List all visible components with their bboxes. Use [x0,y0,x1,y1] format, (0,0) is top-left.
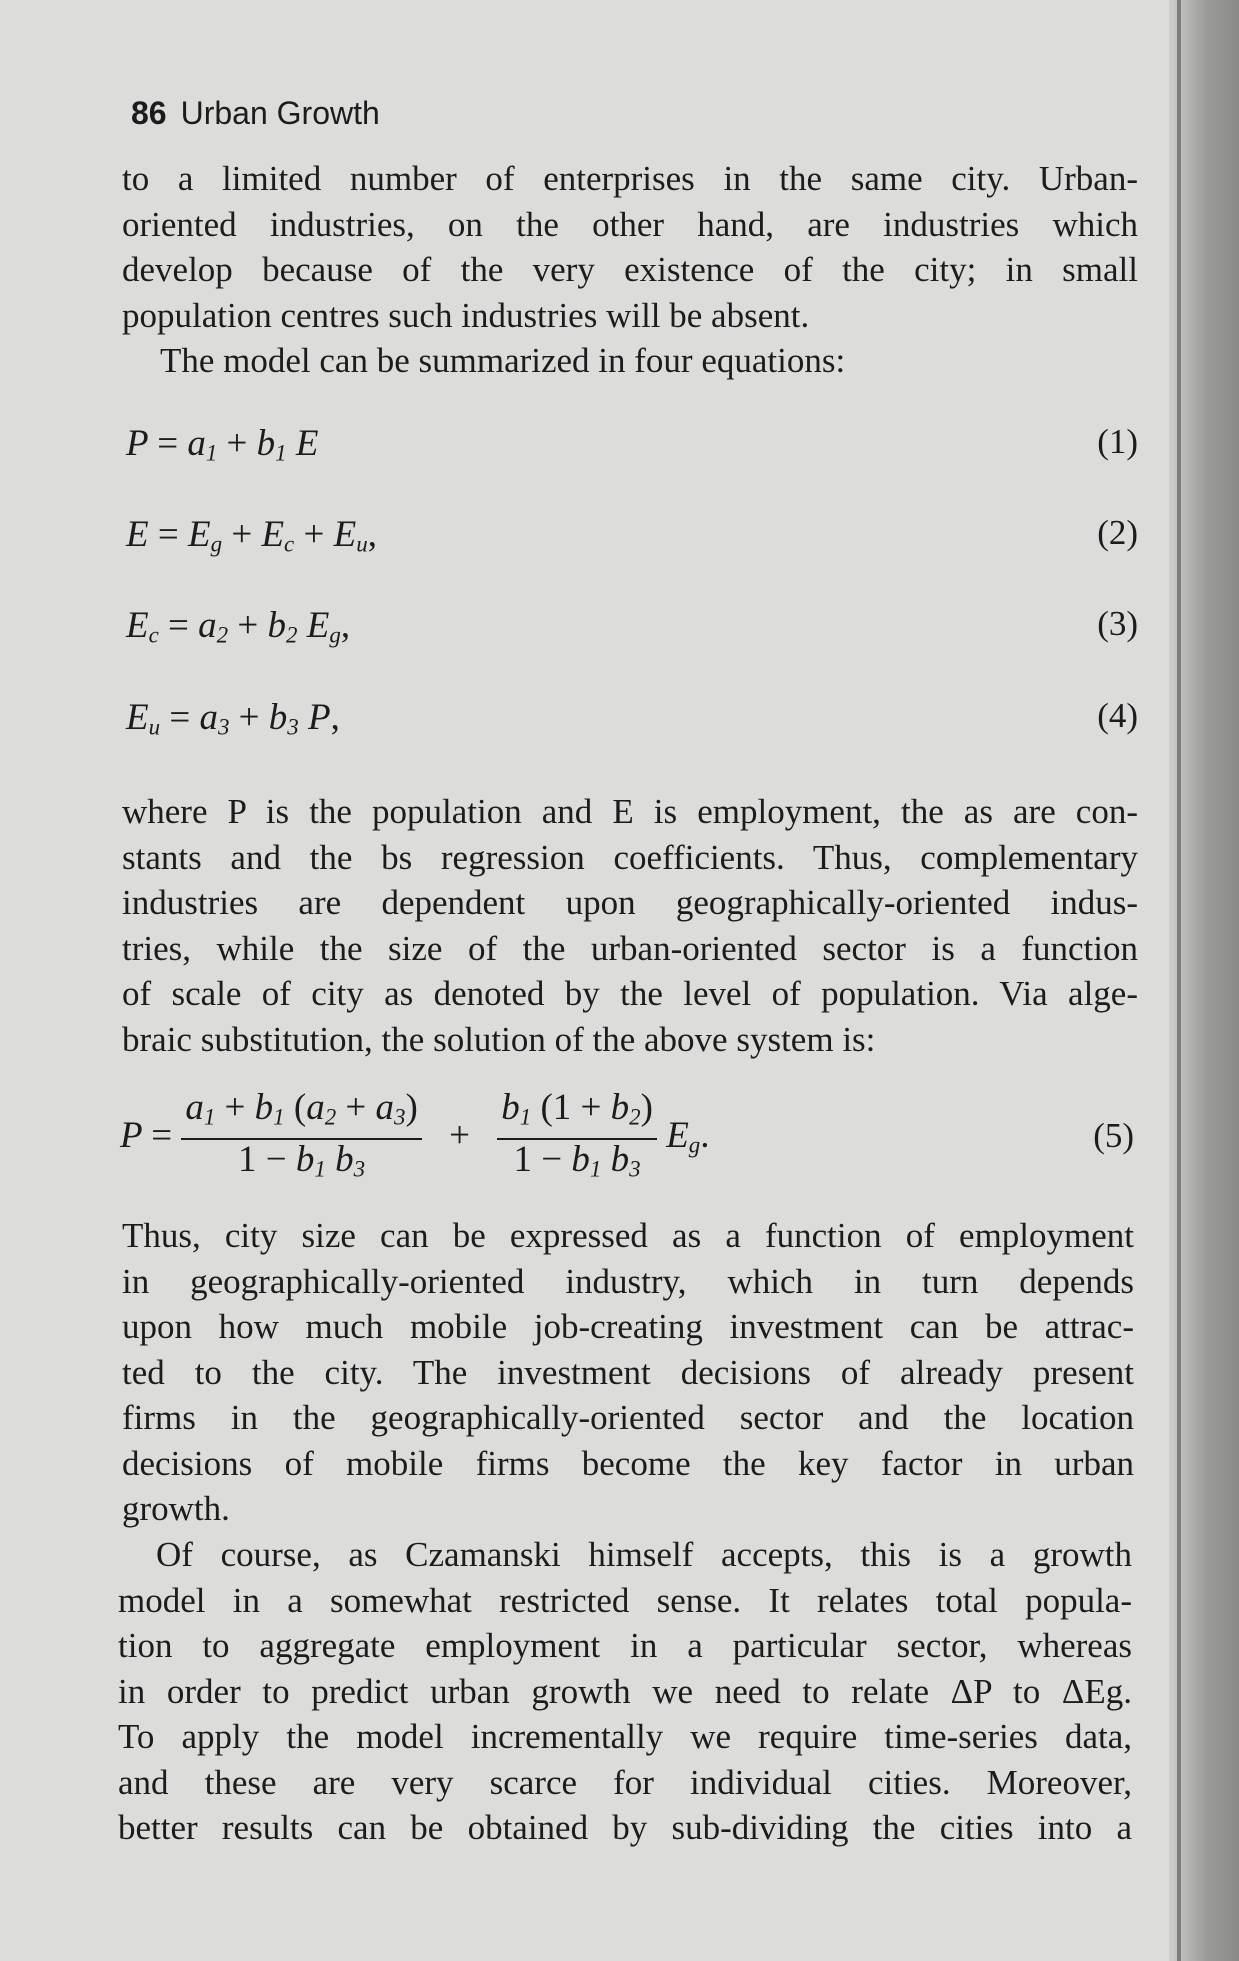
page-edge [1177,0,1181,1961]
equation-3-number: (3) [1097,604,1138,643]
text-line: in geographically-oriented industry, which in turn depends [122,1261,1134,1301]
paragraph-4 [122,1213,1134,1532]
text-line: ted to the city. The investment decisions of already present [122,1352,1134,1392]
equation-5-expression: P = $\frac{a_1 + b_1 (a_2 + a_3)}{1 - b_1 b_3}$ + $\frac{b_1 (1 + b_2)}{1 - b_1 b_3}$ $E_g$. [120,1115,710,1156]
text-line: model in a somewhat restricted sense. It relates total popula- [118,1580,1132,1620]
equation-2-number: (2) [1097,513,1138,552]
text-line: The model can be summarized in four equations: [160,341,846,380]
text-line: Thus, city size can be expressed as a function of employment [122,1216,1134,1255]
paragraph-5 [118,1532,1132,1851]
text-line: To apply the model incrementally we require time-series data, [118,1717,1132,1756]
paragraph-2 [122,338,1138,384]
equation-4 [126,696,1138,746]
text-line: develop because of the very existence of the city; in small [122,250,1138,289]
equation-5-number: (5) [1093,1116,1134,1155]
page-number: 86 [131,95,167,131]
equation-1-number: (1) [1097,422,1138,461]
equation-3 [126,604,1138,654]
text-line: oriented industries, on the other hand, are industries which [122,204,1138,244]
text-line: in order to predict urban growth we need to relate ΔP to ΔEg. [118,1671,1132,1711]
paragraph-3 [122,789,1138,1062]
paragraph-1 [122,156,1138,338]
text-line: and these are very scarce for individual cities. Moreover, [118,1762,1132,1802]
text-line: to a limited number of enterprises in the same city. Urban- [122,159,1138,198]
equation-2 [126,513,1138,563]
text-line: Of course, as Czamanski himself accepts, this is a growth [156,1535,1132,1574]
text-line: where P is the population and E is employment, the as are con- [122,792,1138,831]
text-line: of scale of city as denoted by the level of population. Via alge- [122,974,1138,1013]
text-line: better results can be obtained by sub-dividing the cities into a [118,1808,1132,1847]
equation-4-number: (4) [1097,696,1138,735]
fraction-1: $\frac{a_1 + b_1 (a_2 + a_3)}{1 - b_1 b_3}$ [181,1088,422,1189]
text-line: firms in the geographically-oriented sector and the location [122,1398,1134,1437]
text-line: tion to aggregate employment in a particular sector, whereas [118,1626,1132,1665]
text-line: industries are dependent upon geographically-oriented indus- [122,883,1138,922]
text-line: tries, while the size of the urban-oriented sector is a function [122,928,1138,968]
equation-4-expression: $E_u = a_3 + b_3$ P, [126,697,340,740]
text-line: growth. [122,1489,230,1528]
text-line: decisions of mobile firms become the key factor in urban [122,1443,1134,1483]
equation-1-expression: $P = a_1 + b_1$ E [126,423,319,466]
running-title: Urban Growth [180,95,380,131]
equation-2-expression: $E = E_g + E_c + E_u$, [126,514,377,557]
fraction-2: $\frac{b_1 (1 + b_2)}{1 - b_1 b_3}$ [497,1088,657,1189]
text-line: upon how much mobile job-creating investment can be attrac- [122,1307,1134,1346]
equation-5 [120,1088,1138,1188]
text-line: braic substitution, the solution of the above system is: [122,1019,876,1059]
equation-1 [126,422,1138,472]
equation-3-expression: $E_c = a_2 + b_2$ $E_g$, [126,605,351,648]
text-line: stants and the bs regression coefficients. Thus, complementary [122,837,1138,877]
text-line: population centres such industries will be absent. [122,295,810,335]
running-header [131,95,380,132]
